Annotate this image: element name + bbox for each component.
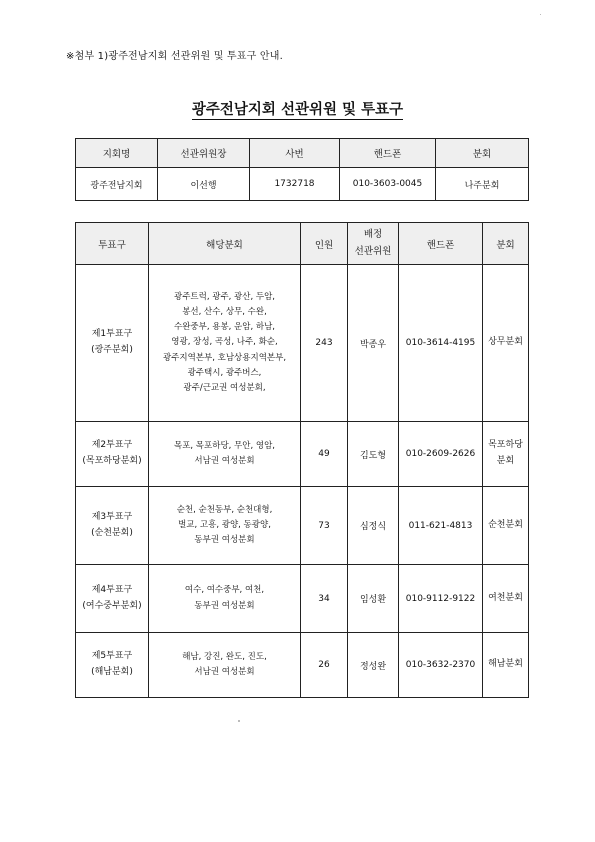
- districts-table: [75, 222, 529, 698]
- phone-cell: 010-3603-0045: [340, 168, 436, 201]
- committee-header-row: [76, 139, 529, 168]
- header-district: 투표구: [76, 223, 149, 265]
- district-cell: 제1투표구 (광주분회): [76, 265, 149, 422]
- employee-id-cell: 1732718: [250, 168, 340, 201]
- manager-cell: 임성환: [348, 565, 399, 633]
- header-assigned-manager: 배정 선관위원: [348, 223, 399, 265]
- branch-name-cell: 광주전남지회: [76, 168, 158, 201]
- header-branch-name: 지회명: [76, 139, 158, 168]
- committee-table: [75, 138, 529, 201]
- branch-cell: 순천분회: [483, 487, 529, 565]
- attachment-note: ※첨부 1)광주전남지회 선관위원 및 투표구 안내.: [66, 51, 283, 62]
- members-cell: 여수, 여수중부, 여천, 동부권 여성분회: [149, 565, 301, 633]
- header-employee-id: 사번: [250, 139, 340, 168]
- table-row: [76, 265, 529, 422]
- members-cell: 목포, 목포하당, 무안, 영암, 서남권 여성분회: [149, 422, 301, 487]
- header-phone: 핸드폰: [399, 223, 483, 265]
- page-title: 광주전남지회 선관위원 및 투표구: [191, 102, 404, 118]
- district-cell: 제4투표구 (여수중부분회): [76, 565, 149, 633]
- scan-speck: [540, 14, 541, 15]
- manager-cell: 정성완: [348, 633, 399, 698]
- members-cell: 해남, 강진, 완도, 진도, 서남권 여성분회: [149, 633, 301, 698]
- chair-cell: 이선행: [158, 168, 250, 201]
- committee-row: [76, 168, 529, 201]
- count-cell: 34: [301, 565, 348, 633]
- count-cell: 243: [301, 265, 348, 422]
- header-members: 해당분회: [149, 223, 301, 265]
- count-cell: 73: [301, 487, 348, 565]
- districts-header-row: [76, 223, 529, 265]
- branch-cell: 목포하당 분회: [483, 422, 529, 487]
- district-cell: 제3투표구 (순천분회): [76, 487, 149, 565]
- phone-cell: 010-9112-9122: [399, 565, 483, 633]
- table-row: [76, 487, 529, 565]
- header-phone: 핸드폰: [340, 139, 436, 168]
- count-cell: 49: [301, 422, 348, 487]
- scan-speck: [238, 720, 240, 722]
- branch-cell: 해남분회: [483, 633, 529, 698]
- district-cell: 제2투표구 (목포하당분회): [76, 422, 149, 487]
- header-count: 인원: [301, 223, 348, 265]
- branch-cell: 상무분회: [483, 265, 529, 422]
- header-chair: 선관위원장: [158, 139, 250, 168]
- manager-cell: 박종우: [348, 265, 399, 422]
- branch-cell: 여천분회: [483, 565, 529, 633]
- phone-cell: 011-621-4813: [399, 487, 483, 565]
- header-branch: 분회: [483, 223, 529, 265]
- count-cell: 26: [301, 633, 348, 698]
- phone-cell: 010-3632-2370: [399, 633, 483, 698]
- table-row: [76, 633, 529, 698]
- manager-cell: 김도형: [348, 422, 399, 487]
- district-cell: 제5투표구 (해남분회): [76, 633, 149, 698]
- members-cell: 순천, 순천동부, 순천대형, 벌교, 고흥, 광양, 동광양, 동부권 여성분회: [149, 487, 301, 565]
- branch-cell: 나주분회: [436, 168, 529, 201]
- table-row: [76, 422, 529, 487]
- members-cell: 광주트럭, 광주, 광산, 두암, 봉선, 산수, 상무, 수완, 수완중부, 용봉, 운암, 하남, 영광, 장성, 곡성, 나주, 화순, 광주지역본부, 호남상용지역본부, 광주택시, 광주버스, 광주/근교권 여성분회,: [149, 265, 301, 422]
- phone-cell: 010-2609-2626: [399, 422, 483, 487]
- table-row: [76, 565, 529, 633]
- header-branch: 분회: [436, 139, 529, 168]
- manager-cell: 심정식: [348, 487, 399, 565]
- phone-cell: 010-3614-4195: [399, 265, 483, 422]
